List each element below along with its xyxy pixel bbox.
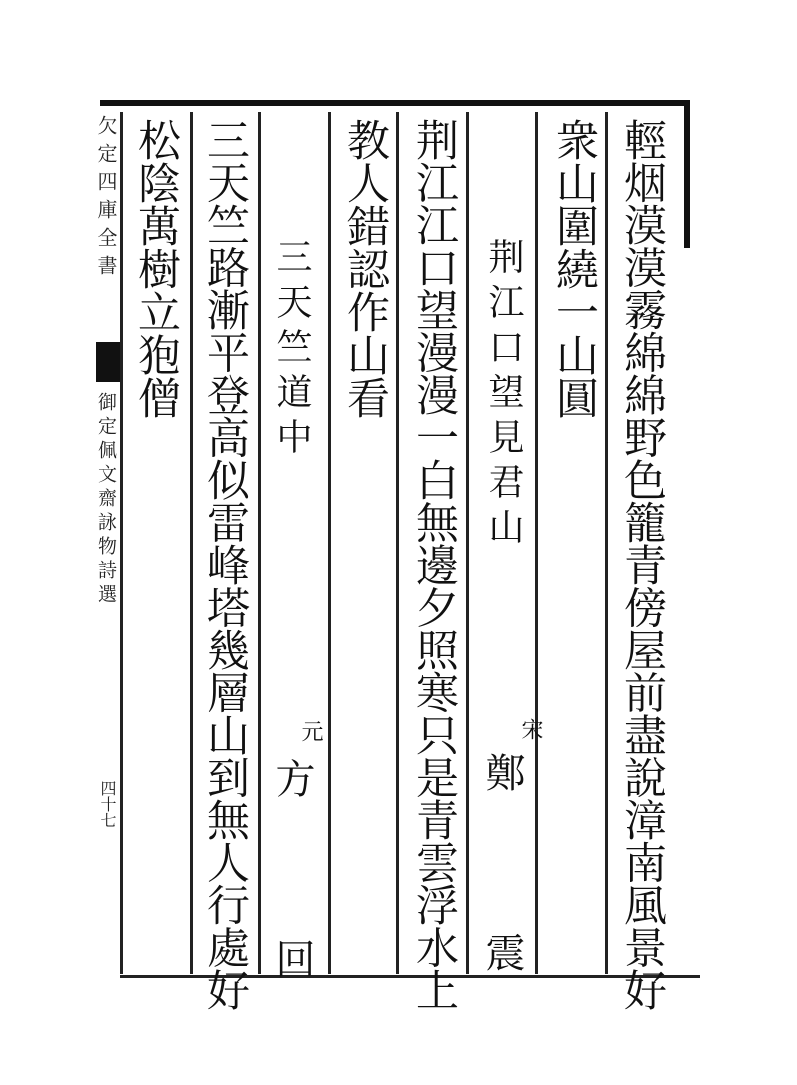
frame-top-border	[100, 100, 690, 106]
poem-line: 衆山圍繞一山圓	[549, 118, 599, 419]
column-rule	[605, 112, 608, 974]
column-rule	[328, 112, 331, 974]
column-rule	[258, 112, 261, 974]
page-number: 四十七	[98, 780, 117, 828]
fish-tail-mark	[96, 342, 120, 382]
poem-title: 三天竺道中	[271, 238, 312, 463]
poem-line: 三天竺路漸平登高似雷峰塔幾層山到無人行處好	[200, 118, 250, 1011]
poem-line: 輕烟漠漠霧綿綿野色籠青傍屋前盡說漳南風景好	[617, 118, 667, 1011]
column-rule	[396, 112, 399, 974]
dynasty-label: 宋	[518, 718, 543, 740]
poem-line: 松陰萬樹立狍僧	[131, 118, 181, 419]
frame-right-border	[684, 100, 690, 248]
column-rule	[190, 112, 193, 974]
poem-author: 鄭 震	[479, 752, 525, 1022]
column-rule	[120, 112, 123, 974]
column-rule	[535, 112, 538, 974]
poem-line: 荆江江口望漫漫一白無邊夕照寒只是青雲浮水上	[409, 118, 459, 1011]
poem-author: 方 回	[269, 758, 315, 1028]
column-rule	[466, 112, 469, 974]
dynasty-label: 元	[298, 720, 323, 742]
margin-series-title: 欠定四庫全書	[94, 115, 118, 283]
margin-book-title: 御定佩文齋詠物詩選	[95, 392, 117, 608]
poem-title: 荆江口望見君山	[483, 238, 524, 553]
poem-line: 教人錯認作山看	[340, 118, 390, 419]
